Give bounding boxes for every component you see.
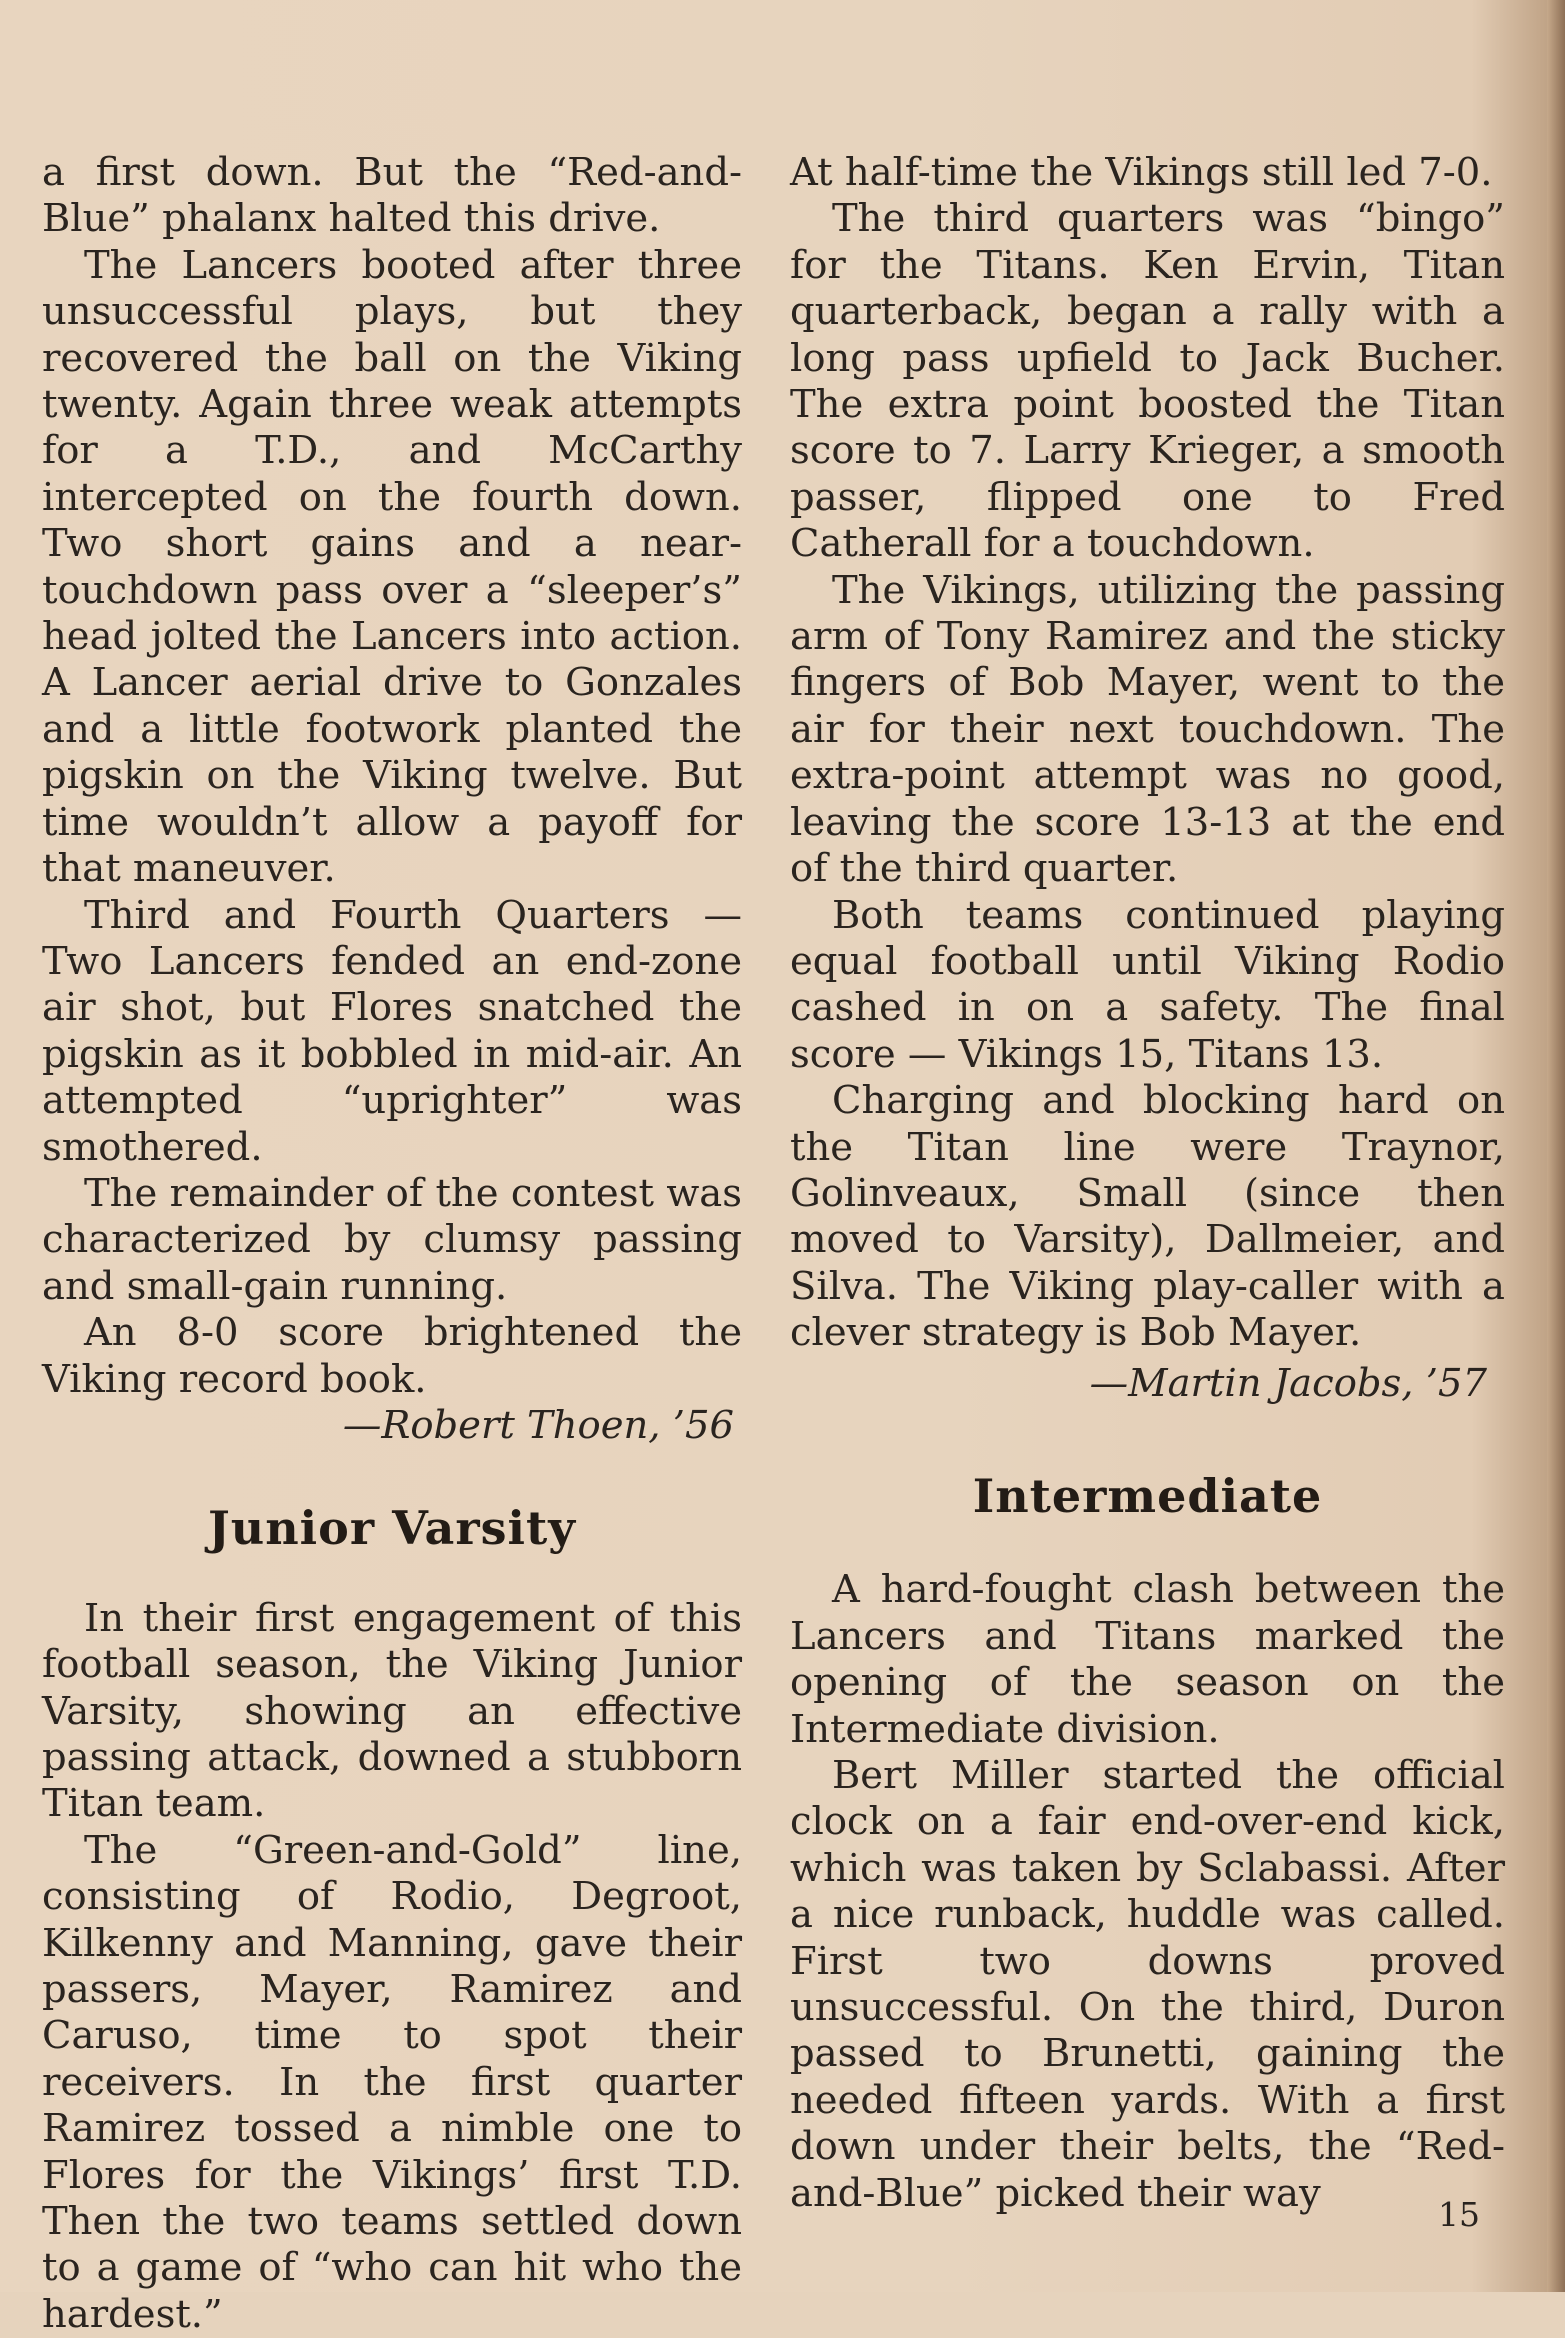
section-heading-junior-varsity: Junior Varsity: [208, 1501, 576, 1556]
paragraph: a first down. But the “Red-and-Blue” phalanx halted this drive.: [42, 150, 742, 242]
paragraph: A hard-fought clash between the Lancers and Titans marked the opening of the season on the Intermediate division.: [790, 1567, 1505, 1752]
paragraph: The third quarters was “bingo” for the Titans. Ken Ervin, Titan quarterback, began a rally with a long pass upfield to Jack Bucher. The extra point boosted the Titan score to 7. Larry Krieger, a smooth passer, flipped one to Fred Catherall for a touchdown.: [790, 196, 1505, 567]
paragraph: Charging and blocking hard on the Titan line were Traynor, Golinveaux, Small (since then moved to Varsity), Dallmeier, and Silva. The Viking play-caller with a clever strategy is Bob Mayer.: [790, 1078, 1505, 1356]
author-signature: —Robert Thoen, ’56: [342, 1402, 734, 1448]
left-column: [42, 150, 742, 2338]
paragraph: An 8-0 score brightened the Viking record book.: [42, 1310, 742, 1402]
paragraph: At half-time the Vikings still led 7-0.: [790, 150, 1493, 195]
paragraph: Third and Fourth Quarters — Two Lancers fended an end-zone air shot, but Flores snatched the pigskin as it bobbled in mid-air. An attempted “uprighter” was smothered.: [42, 892, 742, 1170]
author-signature: —Martin Jacobs, ’57: [1089, 1360, 1487, 1406]
page-number: 15: [1438, 2195, 1480, 2234]
paragraph: Bert Miller started the official clock on a fair end-over-end kick, which was taken by Sclabassi. After a nice runback, huddle was called. First two downs proved unsuccessful. On the third, Duron passed to Brunetti, gaining the needed fifteen yards. With a first down under their belts, the “Red-and-Blue” picked their way: [790, 1753, 1505, 2216]
paragraph: Both teams continued playing equal football until Viking Rodio cashed in on a safety. The final score — Vikings 15, Titans 13.: [790, 892, 1505, 1077]
page-edge: [1547, 0, 1565, 2292]
paragraph: The remainder of the contest was characterized by clumsy passing and small-gain running.: [42, 1170, 742, 1309]
right-column: [790, 150, 1505, 2217]
paragraph: The “Green-and-Gold” line, consisting of Rodio, Degroot, Kilkenny and Manning, gave their passers, Mayer, Ramirez and Caruso, time to spot their receivers. In the first quarter Ramirez tossed a nimble one to Flores for the Vikings’ first T.D. Then the two teams settled down to a game of “who can hit who the hardest.”: [42, 1827, 742, 2337]
paragraph: The Vikings, utilizing the passing arm of Tony Ramirez and the sticky fingers of Bob Mayer, went to the air for their next touchdown. The extra-point attempt was no good, leaving the score 13-13 at the end of the third quarter.: [790, 567, 1505, 892]
paragraph: In their first engagement of this football season, the Viking Junior Varsity, showing an effective passing attack, downed a stubborn Titan team.: [42, 1595, 742, 1827]
section-heading-intermediate: Intermediate: [972, 1468, 1323, 1523]
paragraph: The Lancers booted after three unsuccessful plays, but they recovered the ball on the Viking twenty. Again three weak attempts for a T.D., and McCarthy intercepted on the fourth down. Two short gains and a near-touchdown pass over a “sleeper’s” head jolted the Lancers into action. A Lancer aerial drive to Gonzales and a little footwork planted the pigskin on the Viking twelve. But time wouldn’t allow a payoff for that maneuver.: [42, 242, 742, 892]
